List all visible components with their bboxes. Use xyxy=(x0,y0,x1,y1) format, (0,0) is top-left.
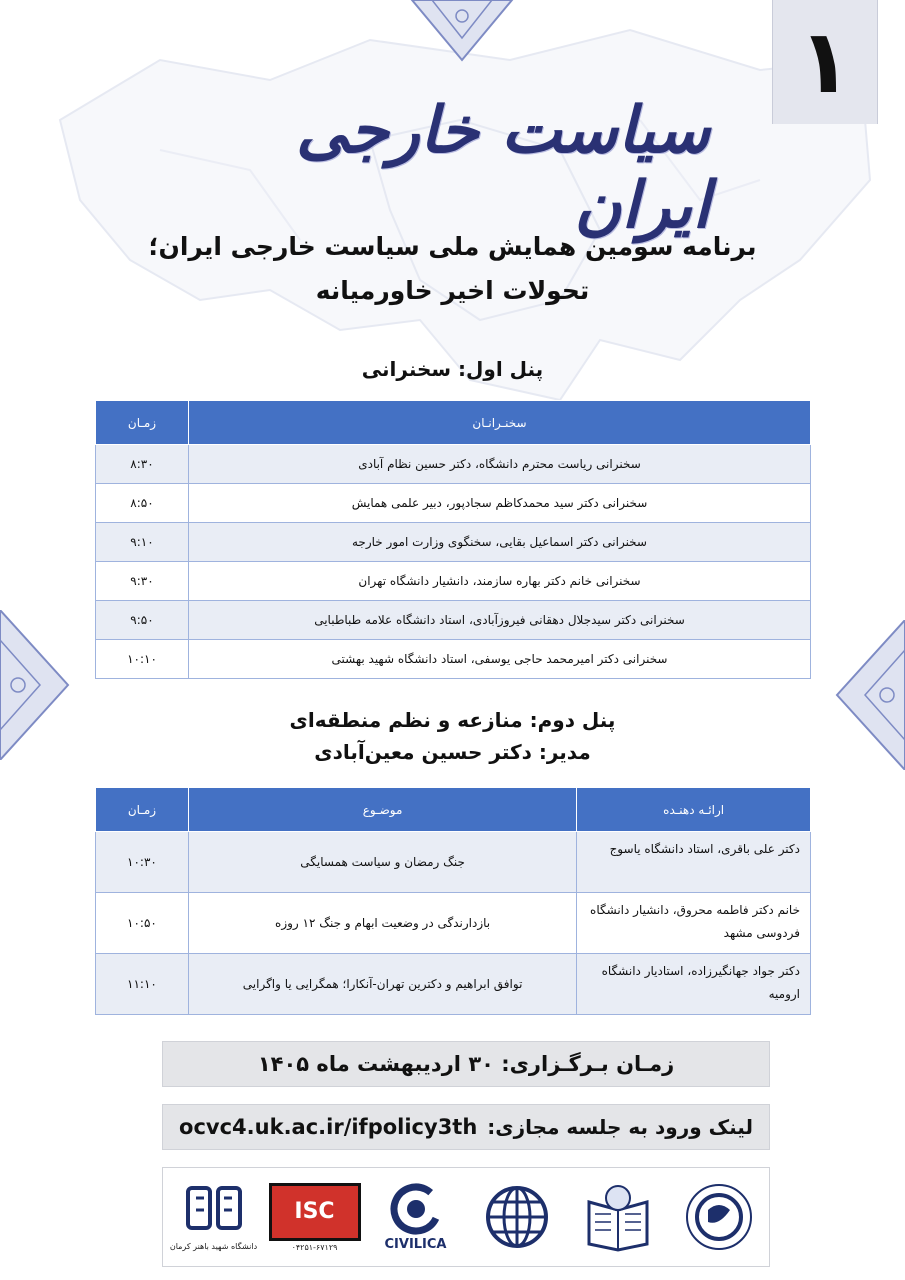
globe-icon xyxy=(484,1184,550,1250)
conference-title-line2: تحولات اخیر خاورمیانه xyxy=(315,276,590,305)
panel1-heading: پنل اول: سخنرانی xyxy=(361,357,544,381)
speaker-cell: سخنرانی دکتر اسماعیل بقایی، سخنگوی وزارت امور خارجه xyxy=(189,523,811,562)
seal-icon xyxy=(684,1182,754,1252)
col-header-time: زمـان xyxy=(96,788,189,832)
table-row xyxy=(96,445,811,484)
program-number-badge xyxy=(772,0,878,124)
program-number: ۱ xyxy=(798,10,852,113)
table-row xyxy=(96,832,811,893)
panel1-table xyxy=(95,400,811,679)
isc-logo xyxy=(271,1175,359,1259)
time-cell: ۸:۵۰ xyxy=(96,484,189,523)
conference-title-line1: برنامه سومین همایش ملی سیاست خارجی ایران؛ xyxy=(148,232,757,261)
time-cell: ۹:۱۰ xyxy=(96,523,189,562)
university-emblem-icon xyxy=(184,1184,244,1240)
isc-phone: ۰۴۲۵۱-۶۷۱۲۹ xyxy=(291,1242,338,1252)
time-cell: ۹:۵۰ xyxy=(96,601,189,640)
topic-cell: توافق ابراهیم و دکترین تهران-آنکارا؛ همگرایی یا واگرایی xyxy=(188,954,576,1015)
table-row xyxy=(96,484,811,523)
event-date: زمـان بـرگـزاری: ۳۰ اردیبهشت ماه ۱۴۰۵ xyxy=(257,1052,675,1076)
table-row xyxy=(96,640,811,679)
table-row xyxy=(96,954,811,1015)
virtual-session-link[interactable]: ocvc4.uk.ac.ir/ifpolicy3th xyxy=(179,1115,478,1139)
col-header-time: زمـان xyxy=(96,401,189,445)
presenter-cell: خانم دکتر فاطمه محروق، دانشیار دانشگاه فردوسی مشهد xyxy=(577,893,811,954)
university-caption: دانشگاه شهید باهنر کرمان xyxy=(169,1241,258,1251)
event-date-box xyxy=(162,1041,770,1087)
presenter-cell: دکتر جواد جهانگیرزاده، استادیار دانشگاه ارومیه xyxy=(577,954,811,1015)
political-science-association-logo xyxy=(675,1175,763,1259)
presenter-cell: دکتر علی باقری، استاد دانشگاه یاسوج xyxy=(577,832,811,893)
calligraphy-title: سیاست خارجی ایران xyxy=(295,93,710,243)
time-cell: ۱۰:۱۰ xyxy=(96,640,189,679)
time-cell: ۱۱:۱۰ xyxy=(96,954,189,1015)
time-cell: ۹:۳۰ xyxy=(96,562,189,601)
time-cell: ۱۰:۳۰ xyxy=(96,832,189,893)
table-row xyxy=(96,523,811,562)
speaker-cell: سخنرانی دکتر سید محمدکاظم سجادپور، دبیر علمی همایش xyxy=(189,484,811,523)
col-header-presenter: ارائـه دهنـده xyxy=(577,788,811,832)
university-logo xyxy=(170,1175,258,1259)
topic-cell: جنگ رمضان و سیاست همسایگی xyxy=(188,832,576,893)
isc-text: ISC xyxy=(294,1199,335,1224)
topic-cell: بازدارندگی در وضعیت ابهام و جنگ ۱۲ روزه xyxy=(188,893,576,954)
col-header-speakers: سخنـرانـان xyxy=(189,401,811,445)
isc-badge xyxy=(269,1183,361,1241)
speaker-cell: سخنرانی دکتر امیرمحمد حاجی یوسفی، استاد دانشگاه شهید بهشتی xyxy=(189,640,811,679)
link-label: لینک ورود به جلسه مجازی: xyxy=(487,1115,753,1139)
decorative-tile-left xyxy=(0,610,70,760)
association-logo xyxy=(574,1175,662,1259)
panel2-heading: پنل دوم: منازعه و نظم منطقه‌ای xyxy=(289,708,616,732)
panel2-table xyxy=(95,787,811,1015)
book-globe-icon xyxy=(585,1182,651,1252)
sponsor-logos-bar xyxy=(162,1167,770,1267)
speaker-cell: سخنرانی دکتر سیدجلال دهقانی فیروزآبادی، استاد دانشگاه علامه طباطبایی xyxy=(189,601,811,640)
col-header-topic: موضـوع xyxy=(188,788,576,832)
panel2-moderator: مدیر: دکتر حسین معین‌آبادی xyxy=(314,740,591,764)
speaker-cell: سخنرانی خانم دکتر بهاره سازمند، دانشیار دانشگاه تهران xyxy=(189,562,811,601)
virtual-link-box xyxy=(162,1104,770,1150)
civilica-c-icon xyxy=(390,1183,442,1235)
speaker-cell: سخنرانی ریاست محترم دانشگاه، دکتر حسین نظام آبادی xyxy=(189,445,811,484)
table-row xyxy=(96,562,811,601)
decorative-tile-top xyxy=(402,0,522,62)
globe-logo xyxy=(473,1175,561,1259)
civilica-logo xyxy=(372,1175,460,1259)
civilica-text: CIVILICA xyxy=(384,1236,447,1252)
time-cell: ۱۰:۵۰ xyxy=(96,893,189,954)
table-row xyxy=(96,893,811,954)
table-row xyxy=(96,601,811,640)
time-cell: ۸:۳۰ xyxy=(96,445,189,484)
